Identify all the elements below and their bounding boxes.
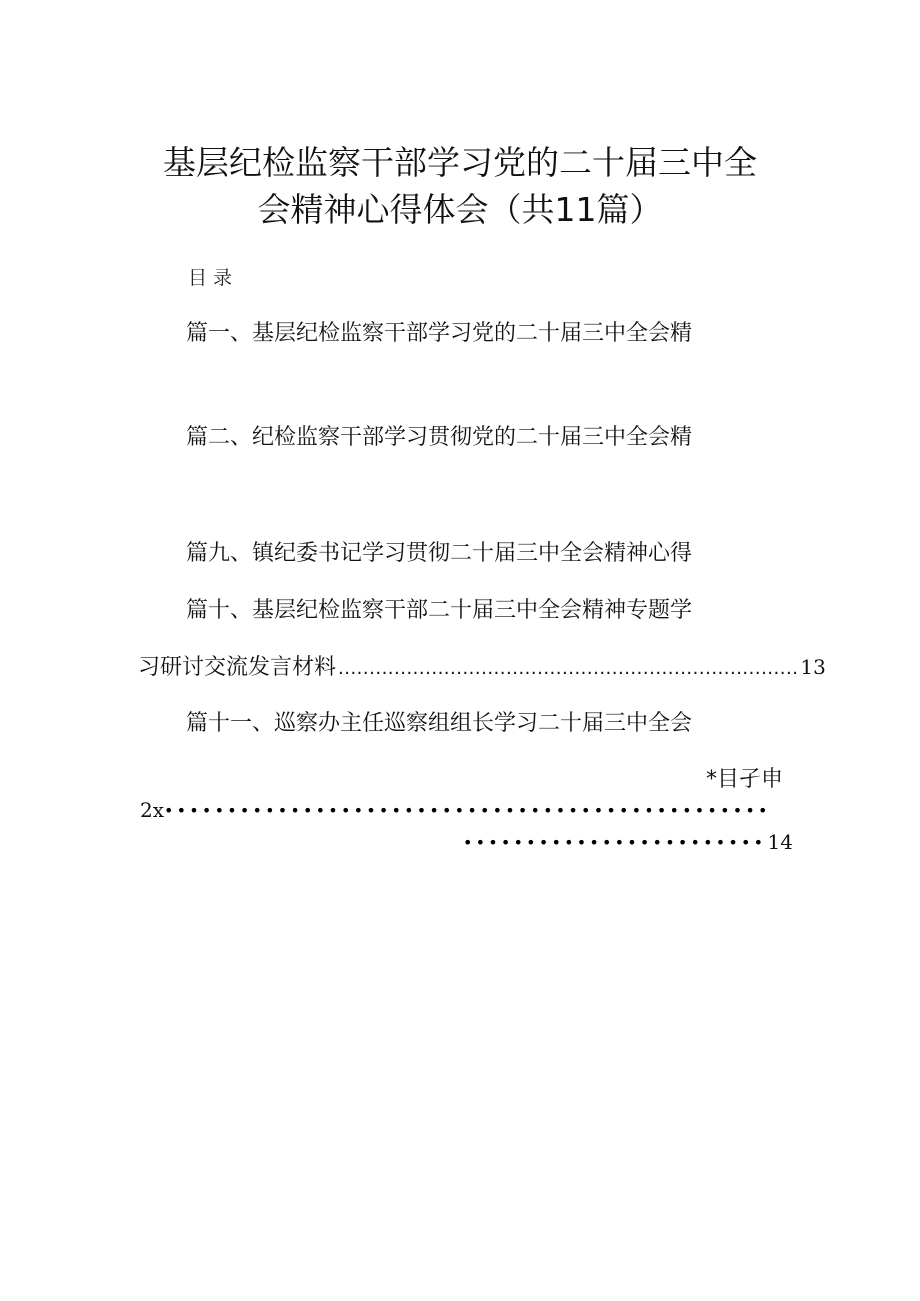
toc-entry-2: 篇二、纪检监察干部学习贯彻党的二十届三中全会精 [186, 425, 693, 450]
toc-page-number: 13 [800, 655, 826, 679]
toc-entry-9: 篇九、镇纪委书记学习贯彻二十届三中全会精神心得 [186, 541, 693, 566]
toc-dot-line-2 [463, 830, 793, 854]
document-title-line-2: 会精神心得体会（共11篇） [257, 190, 663, 229]
dot-line-label: 2x [140, 798, 165, 822]
toc-entry-10-continuation-text: 习研讨交流发言材料 [138, 655, 337, 680]
toc-page-number-2: 14 [767, 830, 793, 854]
stray-text: *目孑申 [705, 767, 783, 792]
toc-leader-dots: .......................................................................... [338, 658, 799, 679]
document-title-line-1: 基层纪检监察干部学习党的二十届三中全 [163, 143, 757, 182]
dot-leader-bullets: •••••••••••••••••••••••••••••••••••••••••••••••• [164, 800, 771, 820]
toc-entry-11: 篇十一、巡察办主任巡察组组长学习二十届三中全会 [186, 711, 693, 736]
dot-leader-bullets-2: •••••••••••••••••••••••• [463, 832, 767, 852]
toc-entry-10-continuation [138, 650, 826, 681]
toc-entry-1: 篇一、基层纪检监察干部学习党的二十届三中全会精 [186, 321, 693, 346]
toc-dot-line-1 [140, 798, 790, 822]
toc-heading: 目录 [188, 267, 239, 289]
toc-entry-10: 篇十、基层纪检监察干部二十届三中全会精神专题学 [186, 598, 693, 623]
